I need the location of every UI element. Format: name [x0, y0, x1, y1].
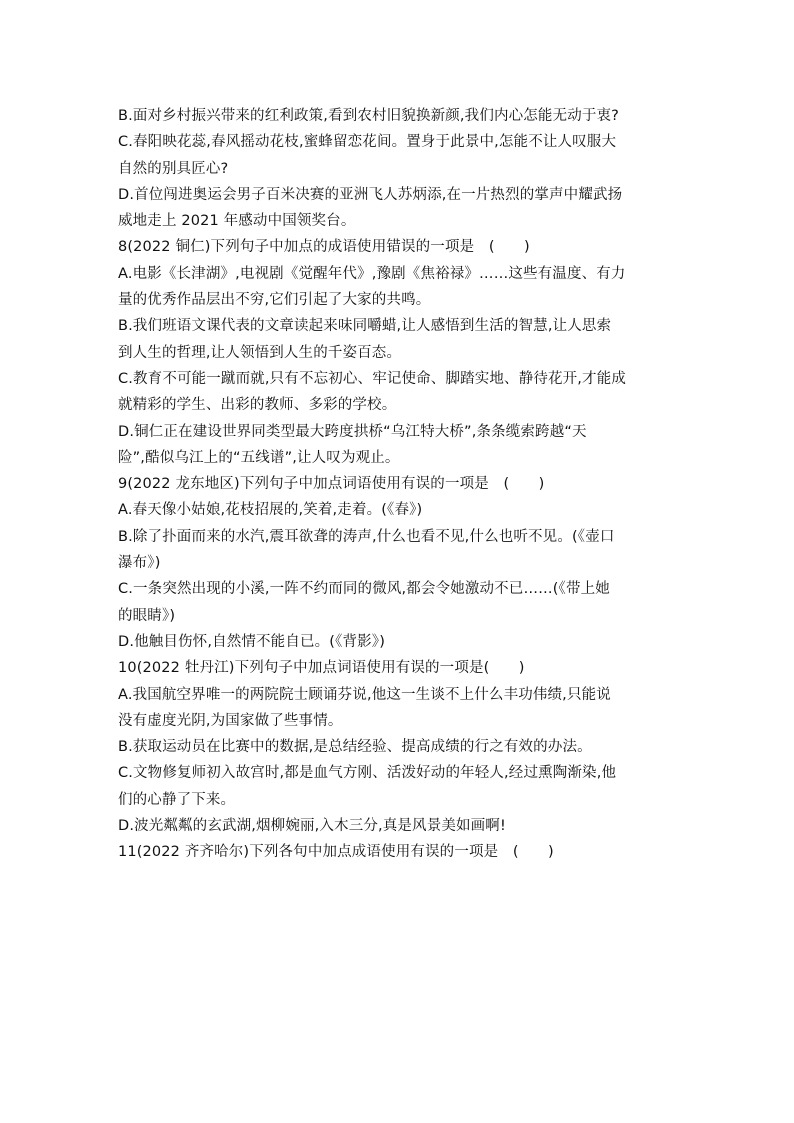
option-a-q10-line2: 没有虚度光阴,为国家做了些事情。 — [118, 712, 343, 729]
option-c-q10-line2: 们的心静了下来。 — [118, 791, 236, 808]
option-c-q9-line2: 的眼睛》) — [118, 607, 176, 624]
option-c-q8-line2: 就精彩的学生、出彩的教师、多彩的学校。 — [118, 397, 397, 414]
option-b-q7-line1: B.面对乡村振兴带来的红利政策,看到农村旧貌换新颜,我们内心怎能无动于衷? — [118, 108, 620, 124]
option-a-q8-line2: 量的优秀作品层出不穷,它们引起了大家的共鸣。 — [118, 292, 431, 309]
question-11-stem: 11(2022 齐齐哈尔)下列各句中加点成语使用有误的一项是 ( ) — [118, 844, 554, 861]
option-d-q7-line2: 威地走上 2021 年感动中国领奖台。 — [118, 213, 356, 230]
option-c-q7-line1: C.春阳映花蕊,春风摇动花枝,蜜蜂留恋花间。置身于此景中,怎能不让人叹服大 — [118, 134, 617, 151]
option-b-q9-line1: B.除了扑面而来的水汽,震耳欲聋的涛声,什么也看不见,什么也听不见。(《壶口 — [118, 528, 615, 545]
option-d-q8-line1: D.铜仁正在建设世界同类型最大跨度拱桥“乌江特大桥”,条条缆索跨越“天 — [118, 423, 587, 440]
option-d-q10-line1: D.波光粼粼的玄武湖,烟柳婉丽,入木三分,真是风景美如画啊! — [118, 818, 506, 835]
option-c-q9-line1: C.一条突然出现的小溪,一阵不约而同的微风,都会令她激动不已……(《带上她 — [118, 581, 610, 598]
option-d-q8-line2: 险”,酷似乌江上的“五线谱”,让人叹为观止。 — [118, 449, 400, 466]
option-a-q9-line1: A.春天像小姑娘,花枝招展的,笑着,走着。(《春》) — [118, 502, 423, 519]
option-c-q7-line2: 自然的别具匠心? — [118, 160, 229, 177]
option-c-q10-line1: C.文物修复师初入故宫时,都是血气方刚、活泼好动的年轻人,经过熏陶渐染,他 — [118, 765, 617, 782]
document-page — [118, 103, 686, 866]
option-b-q9-line2: 瀑布》) — [118, 555, 161, 572]
option-d-q7-line1: D.首位闯进奥运会男子百米决赛的亚洲飞人苏炳添,在一片热烈的掌声中耀武扬 — [118, 186, 623, 203]
option-a-q10-line1: A.我国航空界唯一的两院院士顾诵芬说,他这一生谈不上什么丰功伟绩,只能说 — [118, 686, 611, 703]
option-b-q8-line2: 到人生的哲理,让人领悟到人生的千姿百态。 — [118, 344, 402, 361]
question-8-stem: 8(2022 铜仁)下列句子中加点的成语使用错误的一项是 ( ) — [118, 239, 530, 256]
option-c-q8-line1: C.教育不可能一蹴而就,只有不忘初心、牢记使命、脚踏实地、静待花开,才能成 — [118, 370, 626, 387]
question-9-stem: 9(2022 龙东地区)下列句子中加点词语使用有误的一项是 ( ) — [118, 476, 545, 493]
option-a-q8-line1: A.电影《长津湖》,电视剧《觉醒年代》,豫剧《焦裕禄》……这些有温度、有力 — [118, 265, 626, 282]
question-10-stem: 10(2022 牡丹江)下列句子中加点词语使用有误的一项是( ) — [118, 660, 525, 677]
option-d-q9-line1: D.他触目伤怀,自然情不能自已。(《背影》) — [118, 633, 385, 650]
option-b-q8-line1: B.我们班语文课代表的文章读起来味同嚼蜡,让人感悟到生活的智慧,让人思索 — [118, 318, 612, 335]
option-b-q10-line1: B.获取运动员在比赛中的数据,是总结经验、提高成绩的行之有效的办法。 — [118, 739, 592, 756]
